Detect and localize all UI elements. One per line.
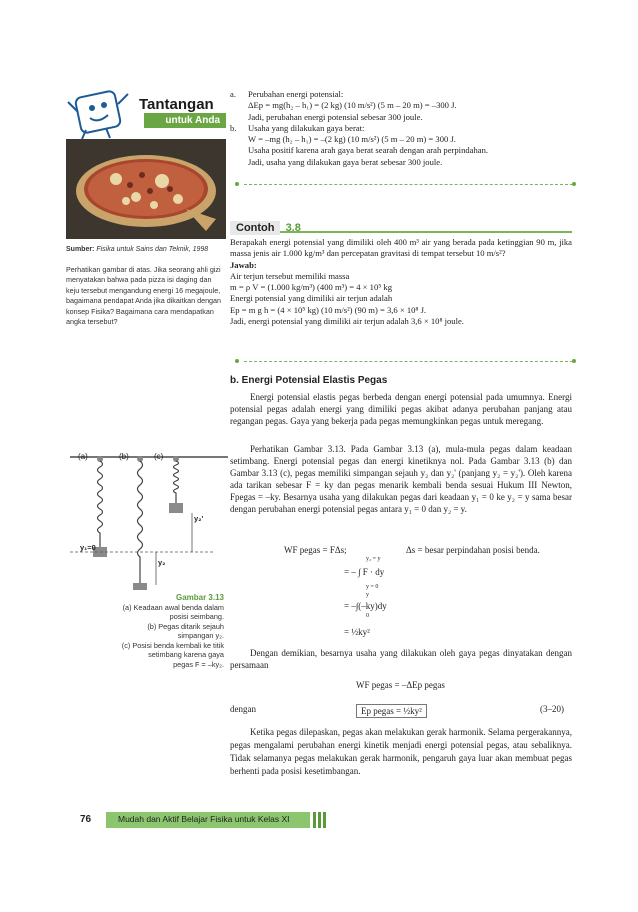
fig-label-b: (b) — [119, 452, 129, 461]
contoh-body: Berapakah energi potensial yang dimiliki oleh 400 m³ air yang berada pada ketinggian 90 m, jika massa jenis air 1.000 kg/m³ dan percepatan gravitasi di tempat tersebut 10 m/s²? Jawab: Air terjun tersebut memiliki massa m = ρ V = (1.000 kg/m³) (400 m³) = 4 × 10⁵ kg Energi potensial yang dimiliki air terjun adalah Ep = m g h = (4 × 10⁵ kg) (10 m/s²) (90 m) = 3,6 × 10⁸ J. Jadi, energi potensial yang dimiliki air terjun adalah 3,6 × 10⁸ joule. — [230, 237, 572, 327]
equation-integral-2: = –∫(–ky)dy — [344, 601, 387, 611]
equation-work: WF pegas = FΔs; — [284, 545, 347, 555]
footer-stripe-1 — [313, 812, 316, 828]
pizza-photo — [66, 139, 226, 239]
integral-upper-2: y — [366, 592, 369, 598]
paragraph-1: Energi potensial elastis pegas berbeda dengan energi potensial pada umumnya. Energi potensial pegas adalah energi yang dimiliki pegas akibat adanya perubahan panjang atau regangan pegas. Gaya yang bekerja pada pegas memungkinkan pegas untuk meregang. — [230, 392, 572, 427]
figure-caption: Gambar 3.13 (a) Keadaan awal benda dalam posisi seimbang. (b) Pegas ditarik sejauh simpangan y₂. (c) Posisi benda kembali ke titik setimbang karena gaya pegas F = –ky₂. — [121, 593, 224, 669]
equation-boxed: Ep pegas = ½ky² — [356, 704, 427, 718]
divider-dot-2-end — [572, 359, 576, 363]
integral-upper: y₂ = y — [366, 556, 381, 562]
footer-stripe-3 — [323, 812, 326, 828]
section-heading: b. Energi Potensial Elastis Pegas — [230, 375, 388, 386]
book-title: Mudah dan Aktif Belajar Fisika untuk Kelas XI — [118, 814, 290, 824]
page-number: 76 — [80, 814, 92, 825]
divider-dot-end — [572, 182, 576, 186]
fig-label-c: (c) — [154, 452, 164, 461]
equation-work-energy: WF pegas = –ΔEp pegas — [356, 680, 445, 690]
divider-line — [244, 184, 573, 185]
equation-integral-1: = – ∫ F · dy — [344, 567, 385, 577]
mascot-icon — [66, 86, 132, 140]
tantangan-title: Tantangan — [139, 96, 214, 113]
spring-figure — [64, 445, 234, 590]
answer-block: a. Perubahan energi potensial: ΔEp = mg(h₂ – h₁) = (2 kg) (10 m/s²) (5 m – 20 m) = –300 J. Jadi, perubahan energi potensial sebesar 300 joule. b. Usaha yang dilakukan gaya berat: W = –mg (h₂ – h₁) = –(2 kg) (10 m/s²) (5 m – 20 m) = 300 J. Usaha positif karena arah gaya berat searah dengan arah perpindahan. Jadi, usaha yang dilakukan gaya berat sebesar 300 joule. — [230, 89, 489, 167]
fig-label-y2-prime: y₂' — [194, 514, 204, 523]
divider-line-2 — [244, 361, 573, 362]
paragraph-4: Ketika pegas dilepaskan, pegas akan melakukan gerak harmonik. Selama pergerakannya, pegas mengalami perubahan energi kinetik menjadi energi potensial pegas, atau sebaliknya. Tidak selamanya pegas melakukan gerak harmonik, pengaruh gaya luar akan membuat pegas berhenti pada posisi kesetimbangan. — [230, 727, 572, 777]
fig-label-y1: y₁=0 — [80, 543, 96, 552]
integral-lower-2: 0 — [366, 613, 369, 619]
footer-stripe-2 — [318, 812, 321, 828]
photo-source: Sumber: Fisika untuk Sains dan Teknik, 1998 — [66, 246, 209, 253]
fig-label-y2: y₂ — [158, 558, 166, 567]
fig-label-a: (a) — [78, 452, 88, 461]
divider-dot-2 — [235, 359, 239, 363]
paragraph-3: Dengan demikian, besarnya usaha yang dilakukan oleh gaya pegas dinyatakan dengan persamaan — [230, 648, 572, 671]
dengan-label: dengan — [230, 704, 256, 714]
divider-dot — [235, 182, 239, 186]
paragraph-2: Perhatikan Gambar 3.13. Pada Gambar 3.13 (a), mula-mula pegas dalam keadaan setimbang. Energi potensial pegas dan energi kinetiknya nol. Pada Gambar 3.13 (b) dan Gambar 3.13 (c), pegas memiliki simpangan sejauh y₂ dan y₂' (panjang y₂ = y₂'). Oleh karena ada tarikan sebesar F = ky dan pegas menarik kembali benda sesuai Hukum III Newton, Fpegas = –ky. Besarnya usaha yang dilakukan pegas dari keadaan y₁ = 0 ke y₂ = y sama besar dengan perubahan energi potensial pegas antara y₁ = 0 dan y₂ = y. — [230, 444, 572, 515]
equation-delta-s: Δs = besar perpindahan posisi benda. — [406, 545, 540, 555]
contoh-header: Contoh 3.8 — [230, 216, 572, 233]
equation-result: = ½ky² — [344, 627, 370, 637]
untuk-anda-badge: untuk Anda — [144, 113, 226, 128]
challenge-question: Perhatikan gambar di atas. Jika seorang ahli gizi menyatakan bahwa pada pizza isi daging dan keju tersebut mengandung energi 16 megajoule, bagaimana pendapat Anda jika dikaitkan dengan konsep Fisika? Bagaimana cara mendapatkan angka tersebut? — [66, 265, 222, 327]
equation-number: (3–20) — [540, 704, 564, 714]
integral-lower: y = 0 — [366, 584, 379, 590]
